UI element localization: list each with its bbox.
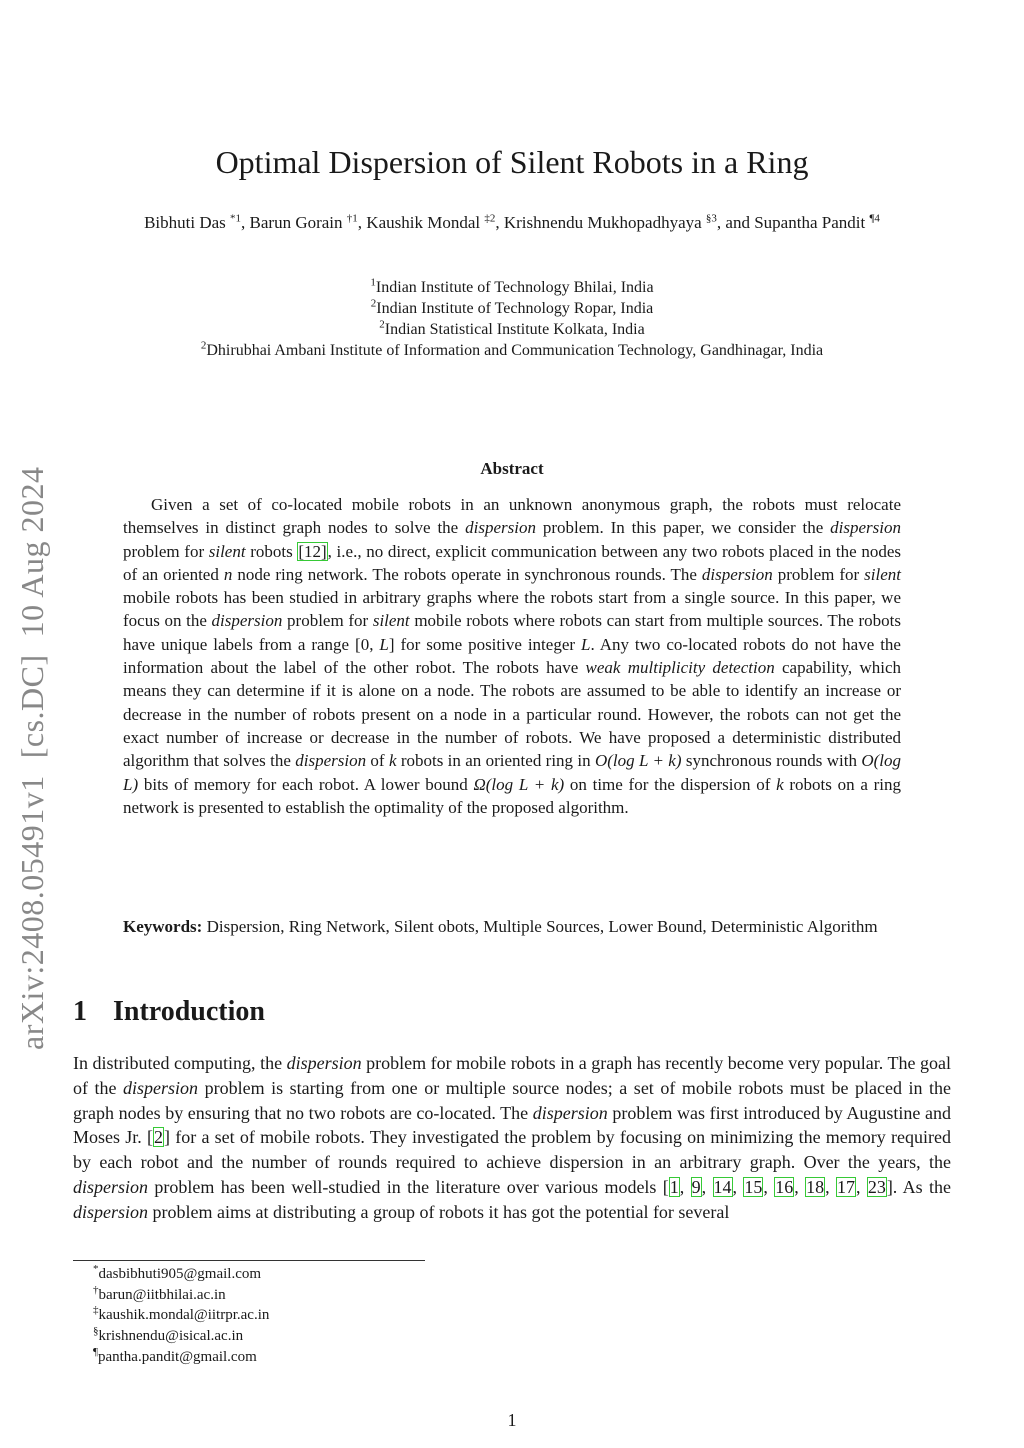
keywords-label: Keywords: [123, 917, 203, 936]
citation-link[interactable]: 23 [867, 1176, 886, 1197]
citation-link[interactable]: 14 [713, 1176, 732, 1197]
author: Krishnendu Mukhopadhyaya $^{\S 3}$, and [503, 212, 755, 232]
citation-link[interactable]: 1 [669, 1176, 679, 1197]
author: Supantha Pandit $^{\P 4}$ [754, 212, 880, 232]
affiliation: $^2$Indian Institute of Technology Ropar, India [370, 297, 654, 317]
author: Kaushik Mondal $^{\ddagger 2}$, [366, 212, 504, 232]
paper-title: Optimal Dispersion of Silent Robots in a Ring [215, 144, 809, 180]
citation-link[interactable]: 15 [744, 1176, 763, 1197]
citation-link[interactable]: 16 [775, 1176, 794, 1197]
citation-link[interactable]: 2 [153, 1127, 163, 1148]
section-heading: 1 Introduction [73, 996, 265, 1027]
author-list [80, 211, 944, 234]
affiliation: $^1$Indian Institute of Technology Bhilai, India [370, 276, 654, 296]
affiliation: $^2$Indian Statistical Institute Kolkata, India [379, 318, 645, 338]
author: Bibhuti Das $^{*1}$, [144, 212, 250, 232]
page-number: 1 [507, 1410, 517, 1430]
citation-link[interactable]: 17 [836, 1176, 855, 1197]
arxiv-identifier: arXiv:2408.05491v1 [cs.DC] 10 Aug 2024 [14, 466, 50, 1050]
keywords: Keywords: Dispersion, Ring Network, Silent obots, Multiple Sources, Lower Bound, Deterministic Algorithm [123, 917, 878, 936]
citation-link[interactable]: 9 [691, 1176, 701, 1197]
author: Barun Gorain $^{\dagger 1}$, [249, 212, 367, 232]
footnote: §krishnendu@isical.ac.in [93, 1325, 244, 1345]
footnote: †barun@iitbhilai.ac.in [93, 1283, 226, 1303]
footnote: ¶pantha.pandit@gmail.com [93, 1345, 257, 1365]
citation-link[interactable]: [12] [298, 541, 327, 561]
affiliation: $^2$Dhirubhai Ambani Institute of Information and Communication Technology, Gandhinagar, India [200, 339, 824, 359]
abstract-heading: Abstract [480, 459, 544, 478]
introduction-body: In distributed computing, the dispersion problem for mobile robots in a graph has recently become very popular. The goal of the dispersion problem is starting from one or multiple source nodes; a set of mobile robots must be placed in the graph nodes by ensuring that no two robots are co-located. The dispersion problem was first introduced by Augustine and Moses Jr. [2] for a set of mobile robots. They investigated the problem by focusing on minimizing the memory required by each robot and the number of rounds required to achieve dispersion in an arbitrary graph. Over the years, the dispersion problem has been well-studied in the literature over various models [1, 9, 14, 15, 16, 18, 17, 23]. As the dispersion problem aims at distributing a group of robots it has got the potential for several [73, 1053, 952, 1222]
footnote: *dasbibhuti905@gmail.com [93, 1263, 262, 1282]
citation-link[interactable]: 18 [806, 1176, 825, 1197]
abstract-body: Given a set of co-located mobile robots in an unknown anonymous graph, the robots must relocate themselves in distinct graph nodes to solve the dispersion problem. In this paper, we consider the dispersion problem for silent robots [12], i.e., no direct, explicit communication between any two robots placed in the nodes of an oriented n node ring network. The robots operate in synchronous rounds. The dispersion problem for silent mobile robots has been studied in arbitrary graphs where the robots start from a single source. In this paper, we focus on the dispersion problem for silent mobile robots where robots can start from multiple sources. The robots have unique labels from a range [0, L] for some positive integer L. Any two co-located robots do not have the information about the label of the other robot. The robots have weak multiplicity detection capability, which means they can determine if it is alone on a node. The robots are assumed to be able to identify an increase or decrease in the number of robots present on a node in a particular round. However, the robots can not get the exact number of increase or decrease in the number of robots. We have proposed a deterministic distributed algorithm that solves the dispersion of k robots in an oriented ring in O(log L + k) synchronous rounds with O(log L) bits of memory for each robot. A lower bound Ω(log L + k) on time for the dispersion of k robots on a ring network is presented to establish the optimality of the proposed algorithm. [123, 495, 902, 817]
footnote: ‡kaushik.mondal@iitrpr.ac.in [93, 1304, 270, 1324]
footnote-divider [73, 1260, 425, 1261]
affiliation-list [0, 277, 1024, 361]
footnotes [93, 1264, 269, 1368]
